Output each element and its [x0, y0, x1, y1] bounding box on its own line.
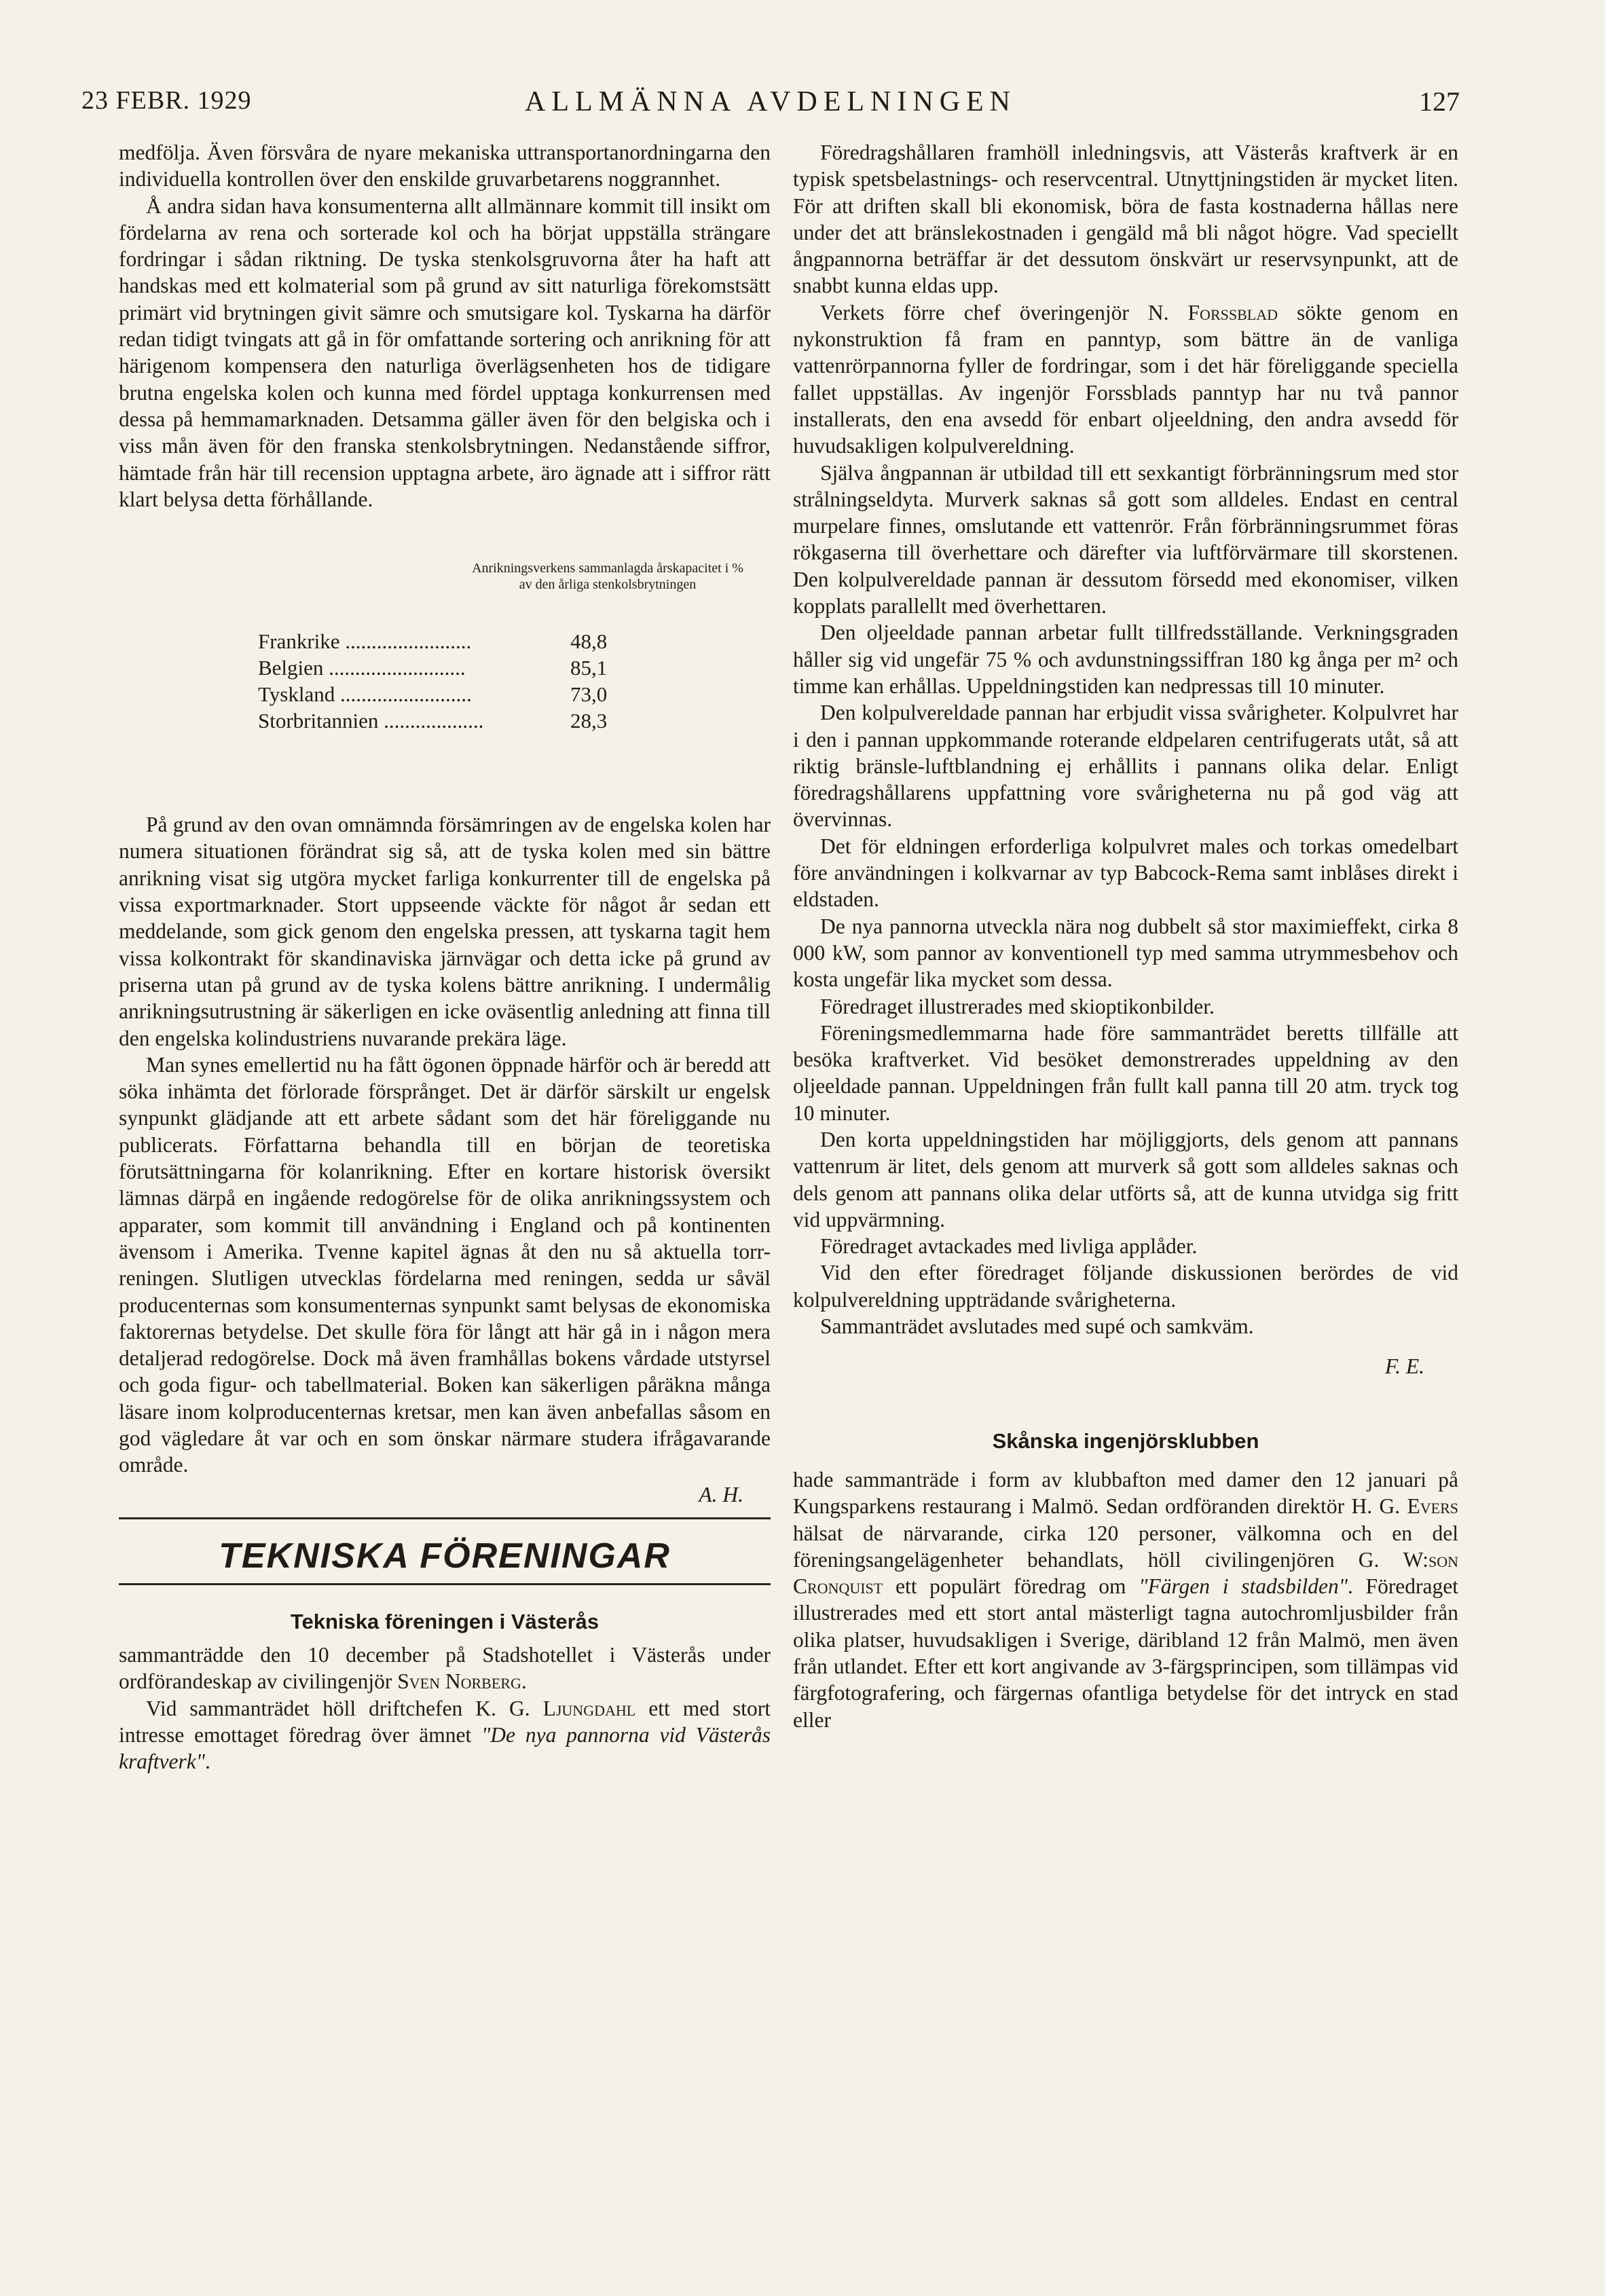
table-header: Anrikningsverkens sammanlagda årskapacitet i % av den årliga stenkolsbrytningen [472, 561, 743, 593]
person-name: Evers [1407, 1494, 1458, 1519]
author-signature: A. H. [699, 1482, 743, 1506]
paragraph: De nya pannorna utveckla nära nog dubbelt så stor maximieffekt, cirka 8 000 kW, som pannor av konventionell typ med samma utrymmesbehov och kosta ungefär lika mycket som dessa. [793, 914, 1458, 992]
table-cell-country: Belgien .......................... [258, 656, 466, 680]
table-cell-value: 73,0 [570, 682, 608, 707]
text-run: hade sammanträde i form av klubbafton med damer den 12 januari på Kungsparkens restaurang i Malmö. Sedan ordföranden direktör H. G. [793, 1467, 1458, 1519]
table-row [258, 681, 747, 707]
table-body [258, 628, 747, 734]
person-name: W:son Cronquist [793, 1547, 1458, 1599]
divider [119, 1517, 771, 1519]
text-run: ett populärt föredrag om [883, 1574, 1139, 1599]
page-header [81, 86, 1460, 126]
text-run: . [204, 1749, 210, 1774]
table-row [258, 628, 747, 654]
left-column [119, 139, 771, 1775]
paragraph: På grund av den ovan omnämnda försämringen av de engelska kolen har numera situationen förändrat sig så, att de tyska kolen med sin bättre anrikning visat sig utgöra mycket farliga konkurrenter till de engelska på vissa exportmarknader. Stort uppseende väckte för något år sedan ett meddelande, som gick genom den engelska pressen, att tyskarna tagit hem vissa kolkontrakt för skandinaviska järnvägar och detta icke på grund av priserna utan på grund av de tyska kolens bättre anrikning. I undermålig anrikningsutrustning är säkerligen en icke oväsentlig anledning att finna till den engelska kolindustriens nuvarande prekära läge. [119, 813, 771, 1050]
paragraph: Den oljeeldade pannan arbetar fullt tillfredsställande. Verkningsgraden håller sig vid ungefär 75 % och avdunstningssiffran 180 kg ånga per m² och timme kan erhållas. Uppeldningstiden kan nedpressas till 10 minuter. [793, 621, 1458, 698]
divider [119, 1583, 771, 1585]
text-run: . [521, 1669, 527, 1694]
paragraph: medfölja. Även försvåra de nyare mekaniska uttransportanordningarna den individuella kontrollen över den enskilde gruvarbetarens noggrannhet. [119, 141, 771, 191]
paragraph [793, 299, 1458, 460]
section-title: TEKNISKA FÖRENINGAR [219, 1536, 671, 1576]
table-cell-country: Tyskland ......................... [258, 682, 472, 707]
lecture-title: "De nya pannorna vid Västerås kraftverk" [119, 1723, 771, 1774]
table-row [258, 654, 747, 681]
paragraph: Sammanträdet avslutades med supé och samkväm. [820, 1314, 1254, 1339]
table-cell-value: 28,3 [570, 709, 608, 733]
paragraph: Å andra sidan hava konsumenterna allt allmännare kommit till insikt om fördelarna av rena och sorterade kol och ha börjat uppställa strängare fordringar i sådan riktning. De tyska stenkolsgruvorna åter ha haft att handskas med ett kolmaterial som på grund av sitt naturliga förekomstsätt primärt vid brytningen givit sämre och smutsigare kol. Tyskarna ha därför redan tidigt tvingats att gå in för omfattande sortering och anrikning för att härigenom kompensera den naturliga överlägsenheten hos de tidigare brutna engelska kolen och kunna med fördel upptaga konkurrensen med dessa på hemmamarknaden. Detsamma gäller även för den belgiska och i viss mån även för den franska stenkolsbrytningen. Nedanstående siffror, hämtade från här till recension upptagna arbete, äro ägnade att i siffror rätt klart belysa detta förhållande. [119, 193, 771, 511]
table-row [258, 707, 747, 734]
lecture-title: "Färgen i stadsbilden" [1139, 1574, 1348, 1599]
person-name: Sven Norberg [397, 1669, 521, 1694]
paragraph: Föredraget illustrerades med skioptikonbilder. [820, 994, 1215, 1018]
text-run: hälsat de närvarande, cirka 120 personer, välkomna och en del föreningsangelägenheter behandlats, höll civilingenjören G. [793, 1521, 1458, 1572]
right-column [793, 139, 1458, 1733]
paragraph: Det för eldningen erforderliga kolpulvret males och torkas omedelbart före användningen i kolkvarnar av typ Babcock-Rema samt inblåses direkt i eldstaden. [793, 834, 1458, 912]
paragraph: Man synes emellertid nu ha fått ögonen öppnade härför och är beredd att söka inhämta det förlorade försprånget. Det är därför särskilt ur engelsk synpunkt glädjande att ett arbete sådant som det här föreliggande nu publicerats. Författarna behandla till en början de teoretiska förutsättningarna för kolanrikning. Efter en kortare historisk översikt lämnas därpå en ingående redogörelse för de olika anrikningssystem och apparater, som kommit till användning i England och på kontinenten ävensom i Amerika. Tvenne kapitel ägnas åt den nu så aktuella torr-reningen. Slutligen utvecklas fördelarna med reningen, sedda ur såväl producenternas som konsumenternas synpunkt samt belysas de ekonomiska faktorernas betydelse. Det skulle föra för långt att här gå in i någon mera detaljerad redogörelse. Dock må även framhållas bokens vårdade utstyrsel och goda figur- och tabellmaterial. Boken kan säkerligen påräkna många läsare inom kolproducenternas kretsar, men kan även anbefallas såsom en god vägledare åt var och en som önskar närmare studera ifrågavarande område. [119, 1052, 771, 1477]
paragraph: Den kolpulvereldade pannan har erbjudit vissa svårigheter. Kolpulvret har i den i pannan uppkommande roterande eldpelaren centrifugerats utåt, så att riktig bränsle-luftblandning ej erhållits i pannans olika delar. Enligt föredragshållarens uppfattning vore svårigheterna nu på god väg att övervinnas. [793, 701, 1458, 832]
header-date: 23 FEBR. 1929 [81, 86, 252, 115]
paragraph: Den korta uppeldningstiden har möjliggjorts, dels genom att pannans vattenrum är litet, dels genom att murverk så gott som alldeles saknas och dels genom att pannans olika delar utförts så, att de kunna utvidga sig fritt vid uppvärmning. [793, 1127, 1458, 1232]
page-number: 127 [1419, 86, 1460, 117]
text-run: ett med stort intresse emottaget föredrag över ämnet [119, 1696, 771, 1747]
paragraph: Vid den efter föredraget följande diskussionen berördes de vid kolpulvereldning uppträdande svårigheterna. [793, 1261, 1458, 1312]
text-run: Verkets förre chef överingenjör N. [820, 300, 1188, 325]
table-cell-country: Storbritannien ................... [258, 709, 484, 733]
table-cell-value: 85,1 [570, 656, 608, 680]
paragraph: Själva ångpannan är utbildad till ett sexkantigt förbränningsrum med stor strålningseldyta. Murverk saknas så gott som alldeles. Endast en central murpelare finnes, omslutande ett vattenrör. Från förbränningsrummet föras rökgaserna till överhettare och därefter via luftförvärmare till skorstenen. Den kolpulvereldade pannan är dessutom försedd med ekonomiser, vilken kopplats parallellt med överhettaren. [793, 460, 1458, 618]
text-run: sökte genom en nykonstruktion få fram en panntyp, som bättre än de vanliga vattenrörpannorna fyller de fordringar, som i det här föreliggande speciella fallet uppställas. Av ingenjör Forssblads panntyp har nu två pannor installerats, den ena avsedd för enbart oljeeldning, den andra avsedd för huvudsakligen kolpulvereldning. [793, 300, 1458, 458]
paragraph [793, 1466, 1458, 1733]
subsection-title: Tekniska föreningen i Västerås [290, 1609, 599, 1633]
capacity-table [119, 560, 771, 784]
table-cell-value: 48,8 [570, 629, 608, 654]
paragraph: Föreningsmedlemmarna hade före sammanträdet beretts tillfälle att besöka kraftverket. Vid besöket demonstrerades uppeldning av den oljeeldade pannan. Uppeldningen från fullt kall panna till 20 atm. tryck tog 10 minuter. [793, 1020, 1458, 1125]
paragraph [119, 1695, 771, 1775]
author-signature: F. E. [1384, 1354, 1424, 1379]
text-run: sammanträdde den 10 december på Stadshotellet i Västerås under ordförandeskap av civilingenjör [119, 1643, 771, 1694]
text-run: . Föredraget illustrerades med ett stort antal mästerligt tagna autochromljusbilder från olika platser, huvudsakligen i Sverige, däribland 12 från Malmö, men även från utlandet. Efter ett kort angivande av 3-färgsprincipen, som tillämpas vid färgfotografering, och färgernas ofantliga betydelse för det intryck en stad eller [793, 1574, 1458, 1732]
subsection-title: Skånska ingenjörsklubben [992, 1428, 1259, 1453]
paragraph [119, 1642, 771, 1695]
person-name: Ljungdahl [542, 1696, 636, 1720]
paragraph: Föredragshållaren framhöll inledningsvis, att Västerås kraftverk är en typisk spetsbelastnings- och reservcentral. Utnyttjningstiden är mycket liten. För att driften skall bli ekonomisk, böra de fasta kostnaderna hållas nere under det att bränslekostnaden i gengäld må bli något högre. Vad speciellt ångpannorna beträffar är det dessutom önskvärt ur reservsynpunkt, att de snabbt kunna eldas upp. [793, 141, 1458, 298]
header-title: ALLMÄNNA AVDELNINGEN [524, 86, 1017, 117]
paragraph: Föredraget avtackades med livliga applåder. [820, 1234, 1198, 1259]
table-cell-country: Frankrike ........................ [258, 629, 472, 654]
text-run: Vid sammanträdet höll driftchefen K. G. [146, 1696, 543, 1720]
person-name: Forssblad [1187, 300, 1278, 325]
